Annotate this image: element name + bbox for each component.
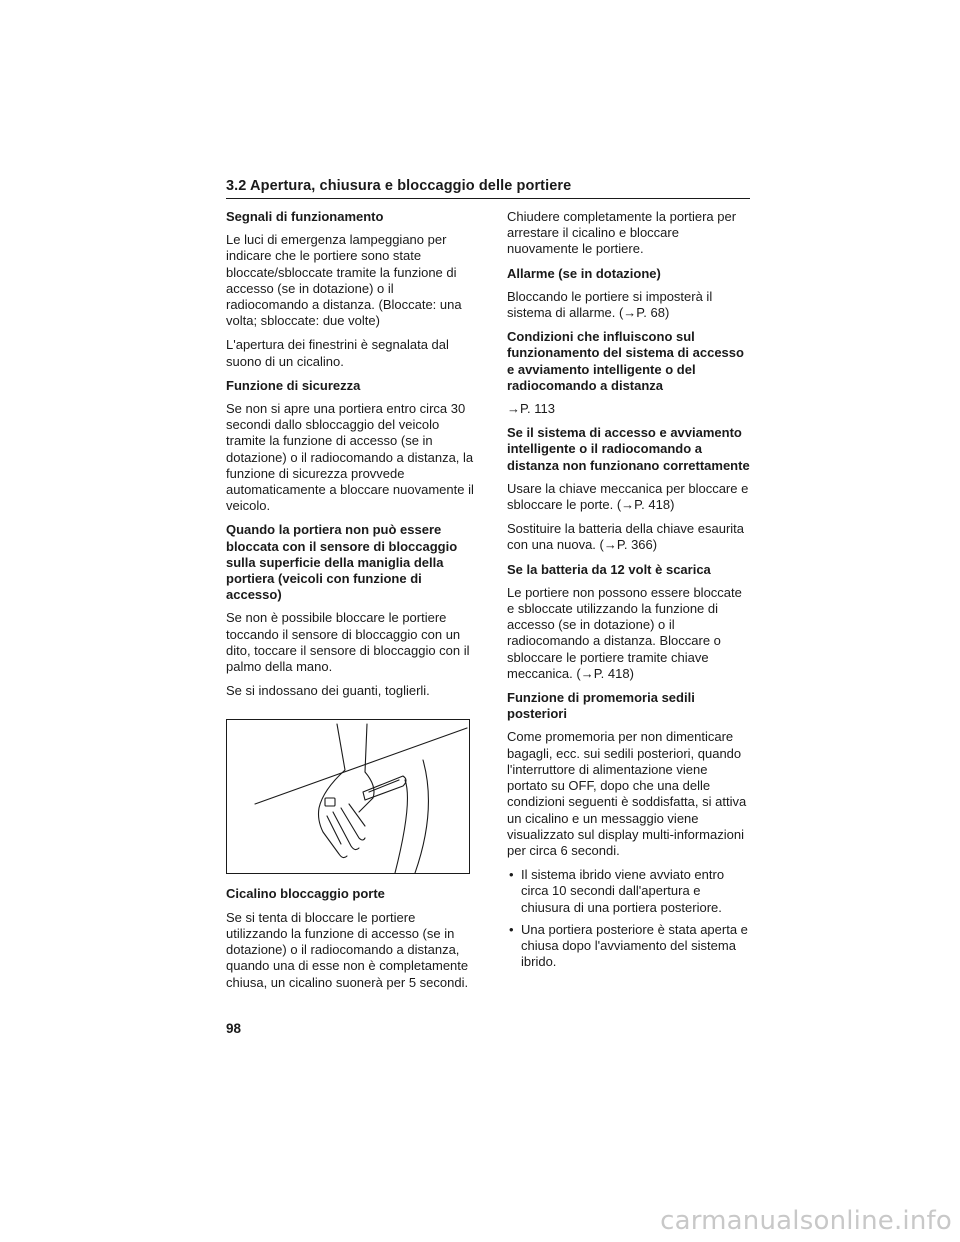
heading-promemoria: Funzione di promemoria sedili posteriori	[507, 690, 695, 722]
paragraph: Come promemoria per non dimenticare bagagli, ecc. sui sedili posteriori, quando l'interruttore di alimentazione viene portato su OFF, dopo che una delle condizioni seguenti è soddisfatta, si attiva un cicalino e un messaggio viene visualizzato sul display multi-informazioni per circa 6 secondi.	[507, 729, 747, 858]
list-item: • Il sistema ibrido viene avviato entro circa 10 secondi dall'apertura e chiusura di una portiera posteriore.	[507, 867, 751, 916]
heading-cicalino: Cicalino bloccaggio porte	[226, 886, 385, 902]
paragraph: Se si tenta di bloccare le portiere utilizzando la funzione di accesso (se in dotazione) o il radiocomando a distanza, quando una di esse non è completamente chiusa, un cicalino suonerà per 5 secondi.	[226, 909, 469, 990]
paragraph: Se non si apre una portiera entro circa 30 secondi dallo sbloccaggio del veicolo tramite la funzione di accesso (se in dotazione) o il radiocomando a distanza, la funzione di sicurezza provvede automaticamente a bloccare nuovamente il veicolo.	[226, 401, 474, 514]
heading-segnali: Segnali di funzionamento	[226, 209, 384, 224]
paragraph: Se non è possibile bloccare le portiere toccando il sensore di bloccaggio con un dito, toccare il sensore di bloccaggio con il palmo della mano.	[226, 610, 470, 675]
paragraph: Le luci di emergenza lampeggiano per indicare che le portiere sono state bloccate/sbloccate tramite la funzione di accesso (se in dotazione) o il radiocomando a distanza. (Bloccate: una volta; sbloccate: due volte)	[226, 232, 462, 329]
heading-batteria: Se la batteria da 12 volt è scarica	[507, 561, 711, 577]
paragraph: L'apertura dei finestrini è segnalata dal suono di un cicalino.	[226, 337, 449, 369]
paragraph: Se si indossano dei guanti, toglierli.	[226, 683, 430, 699]
paragraph: Le portiere non possono essere bloccate e sbloccate utilizzando la funzione di accesso (se in dotazione) o il radiocomando a distanza. Bloccare o sbloccare le portiere tramite chiave meccanica. (→P. 418)	[507, 584, 742, 681]
heading-malfunzionamento: Se il sistema di accesso e avviamento intelligente o il radiocomando a distanza non funzionano correttamente	[507, 425, 750, 473]
page-reference: →P. 113	[507, 401, 555, 417]
paragraph: Chiudere completamente la portiera per arrestare il cicalino e bloccare nuovamente le portiere.	[507, 209, 737, 257]
list-item: • Una portiera posteriore è stata aperta e chiusa dopo l'avviamento del sistema ibrido.	[507, 922, 751, 971]
left-column	[226, 209, 474, 999]
hand-on-handle-drawing	[227, 720, 469, 873]
heading-sensore: Quando la portiera non può essere bloccata con il sensore di bloccaggio sulla superficie della maniglia della portiera (veicoli con funzione di accesso)	[226, 522, 458, 603]
right-column	[507, 209, 751, 976]
heading-allarme: Allarme (se in dotazione)	[507, 265, 661, 281]
section-header: 3.2 Apertura, chiusura e bloccaggio delle portiere	[226, 178, 750, 199]
paragraph: Sostituire la batteria della chiave esaurita con una nuova. (→P. 366)	[507, 521, 745, 553]
watermark: carmanualsonline.info	[660, 1206, 952, 1236]
page-number: 98	[226, 1021, 242, 1036]
door-handle-illustration	[226, 719, 470, 874]
heading-sicurezza: Funzione di sicurezza	[226, 377, 361, 393]
paragraph: Bloccando le portiere si imposterà il sistema di allarme. (→P. 68)	[507, 288, 713, 321]
heading-condizioni: Condizioni che influiscono sul funzionamento del sistema di accesso e avviamento intelligente o del radiocomando a distanza	[507, 329, 744, 393]
paragraph: Usare la chiave meccanica per bloccare e sbloccare le porte. (→P. 418)	[507, 480, 749, 513]
